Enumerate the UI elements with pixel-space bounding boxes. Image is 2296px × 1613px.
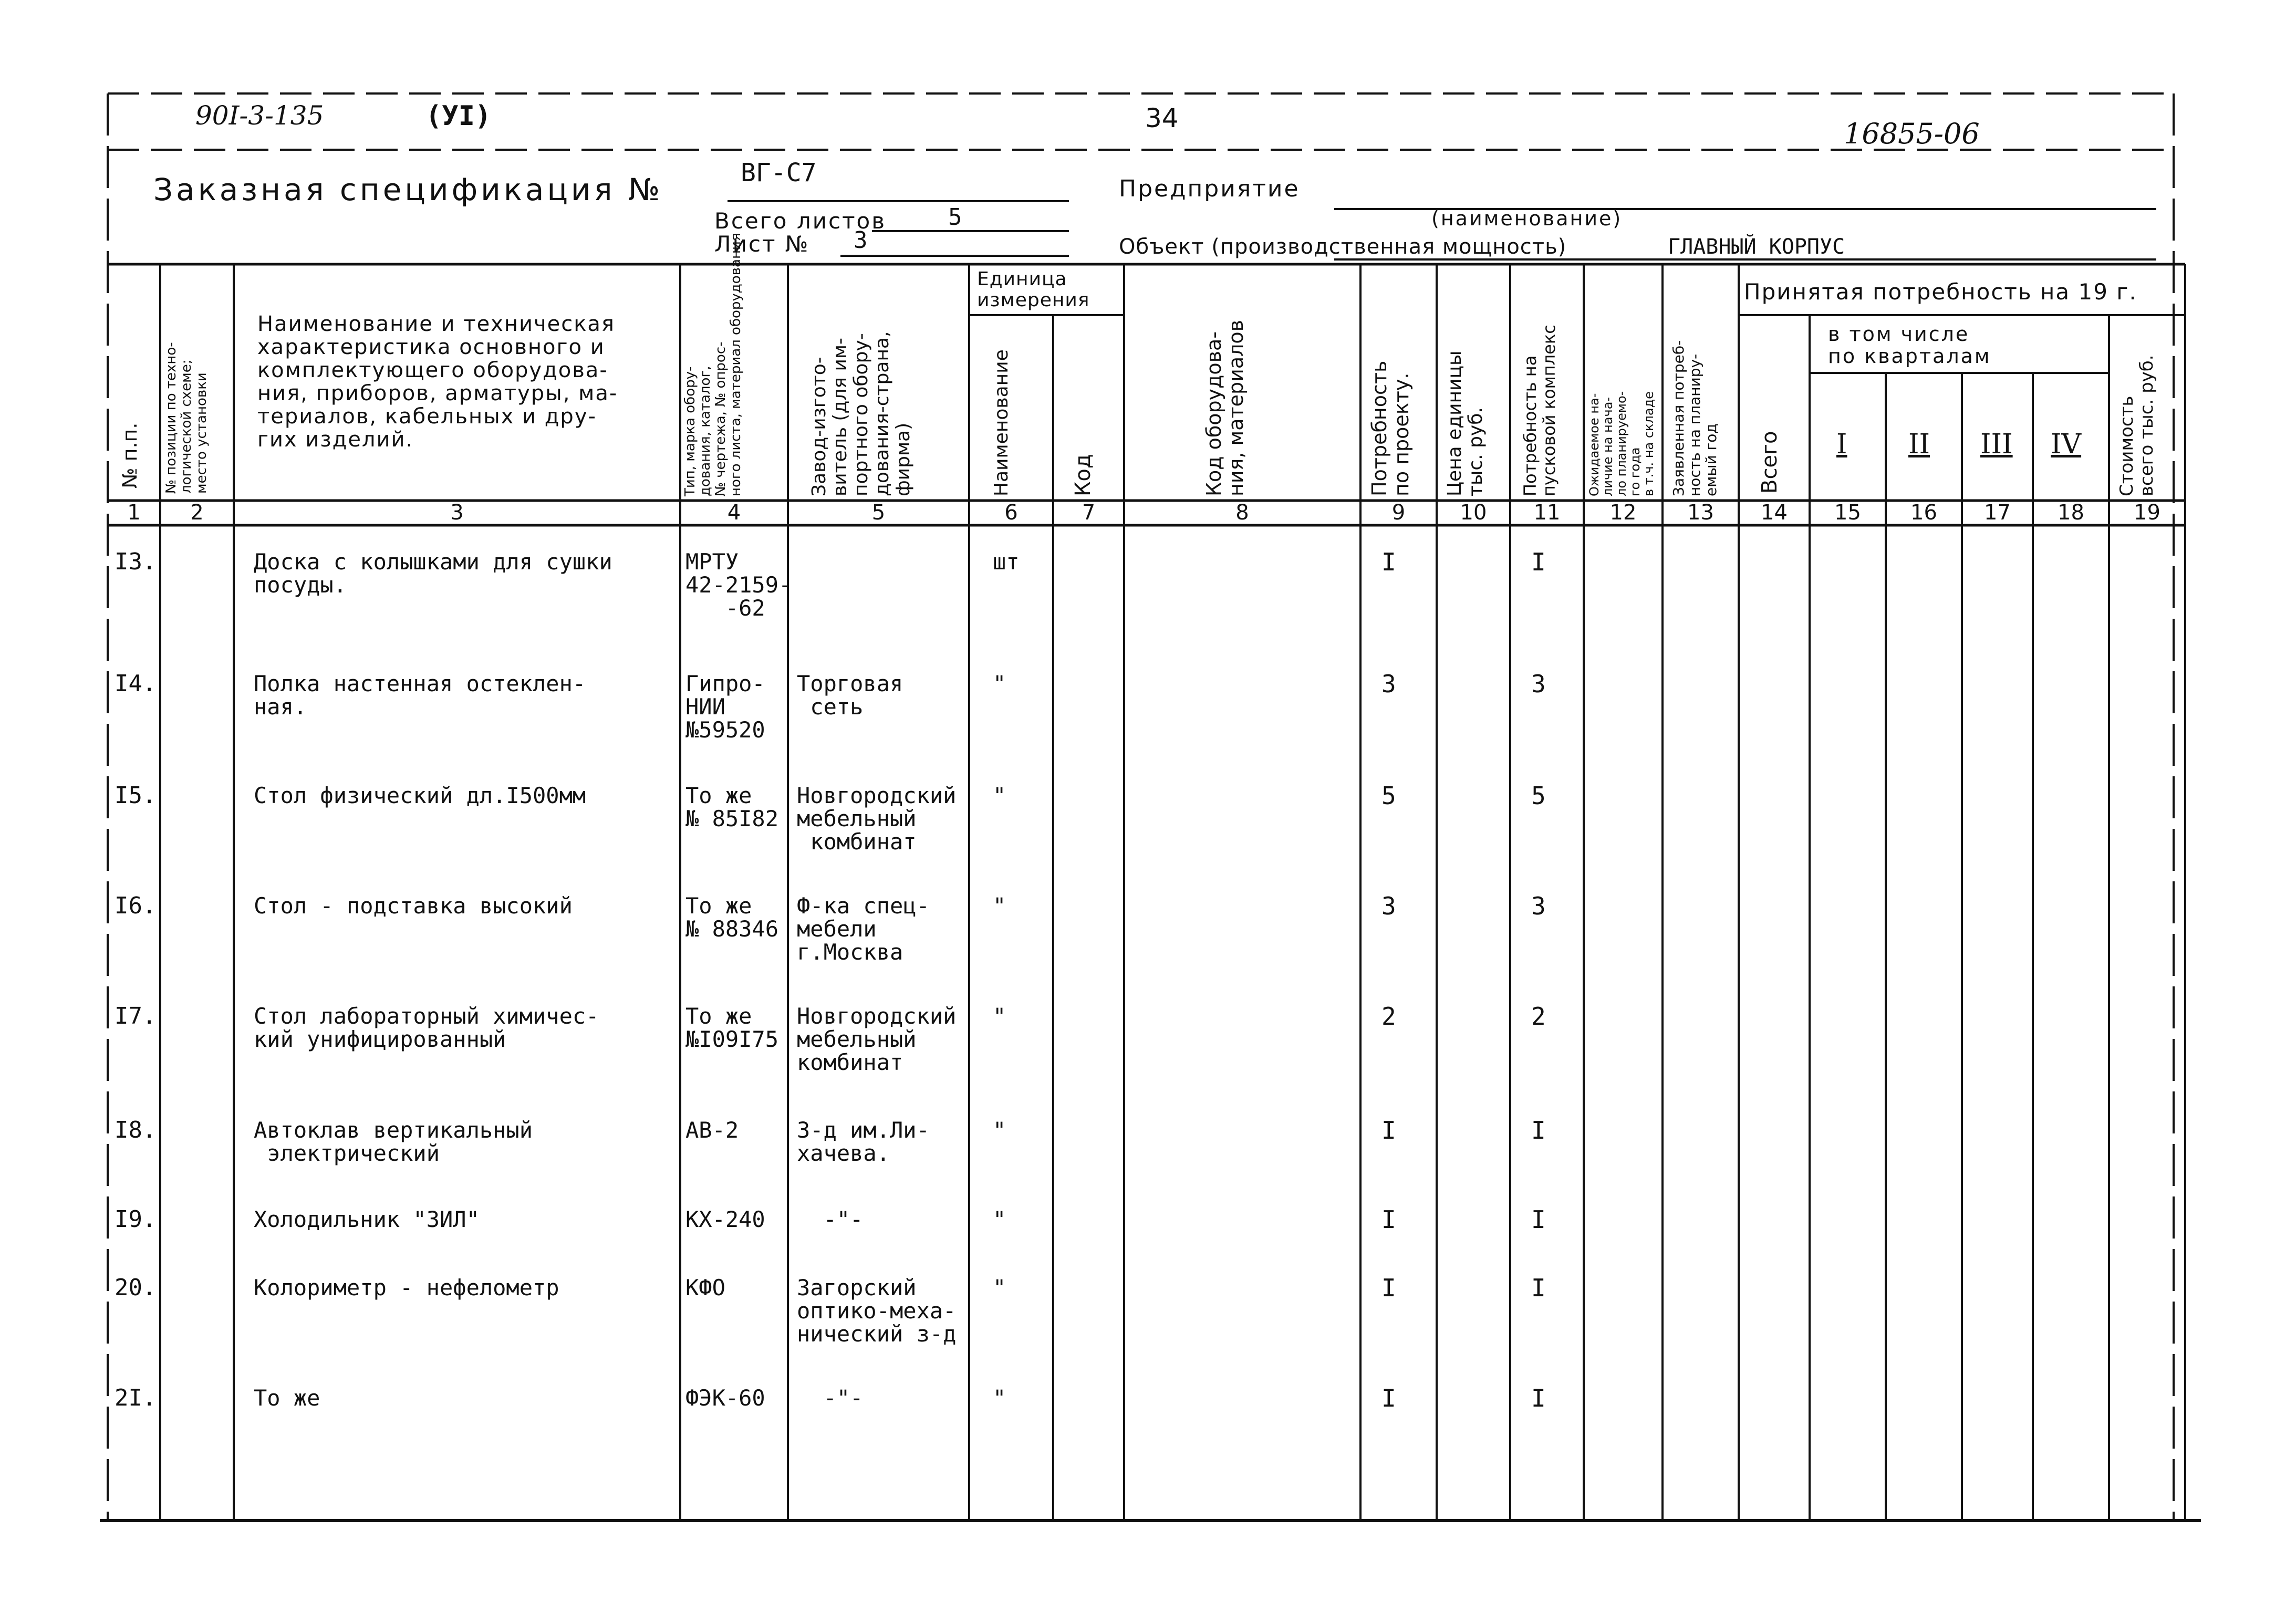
col-header-13: Заявленная потреб- ность на планиру- емый год xyxy=(1670,340,1720,496)
item-unit: " xyxy=(993,1275,1006,1300)
column-number: 7 xyxy=(1082,501,1096,525)
column-number: 14 xyxy=(1761,501,1788,525)
row-number: I3. xyxy=(115,548,157,575)
col-header-1: № п.п. xyxy=(118,422,141,488)
enterprise-label: Предприятие xyxy=(1119,175,1300,202)
col-header-10: Цена единицы тыс. руб. xyxy=(1444,350,1487,496)
object-label: Объект (производственная мощность) xyxy=(1119,235,1567,259)
page-number: 34 xyxy=(1145,103,1179,133)
need-by-project: I xyxy=(1381,1205,1396,1234)
row-number: 2I. xyxy=(115,1385,157,1411)
column-number: 19 xyxy=(2134,501,2160,525)
item-unit: шт xyxy=(993,549,1020,575)
item-maker: З-д им.Ли- хачева. xyxy=(797,1117,930,1166)
sheet-label: Лист № xyxy=(714,231,810,257)
col-header-14: Всего xyxy=(1758,431,1782,494)
column-number: 11 xyxy=(1533,501,1561,525)
need-start-complex: I xyxy=(1531,1274,1546,1302)
col-header-17: III xyxy=(1980,429,2013,460)
need-by-project: 3 xyxy=(1381,892,1396,920)
item-name: То же xyxy=(254,1385,320,1411)
col-header-15: I xyxy=(1836,429,1847,460)
quarters-group: в том числе по кварталам xyxy=(1828,322,1991,368)
need-start-complex: 3 xyxy=(1531,892,1546,920)
item-unit: " xyxy=(993,893,1006,919)
item-name: Стол - подставка высокий xyxy=(254,893,573,919)
sheets-total-label: Всего листов xyxy=(714,208,887,234)
row-number: I7. xyxy=(115,1003,157,1029)
item-maker: -"- xyxy=(797,1206,864,1232)
item-name: Автоклав вертикальный электрический xyxy=(254,1117,533,1166)
column-number: 8 xyxy=(1235,501,1249,525)
item-maker: Новгородский мебельный комбинат xyxy=(797,1003,957,1075)
object-value: ГЛАВНЫЙ КОРПУС xyxy=(1668,235,1845,259)
item-name: Холодильник "ЗИЛ" xyxy=(254,1206,480,1232)
item-type: ФЭК-60 xyxy=(685,1385,765,1411)
item-unit: " xyxy=(993,671,1006,696)
column-number: 15 xyxy=(1834,501,1861,525)
column-number: 17 xyxy=(1984,501,2011,525)
need-start-complex: I xyxy=(1531,548,1546,576)
item-maker: Новгородский мебельный комбинат xyxy=(797,783,957,855)
need-start-complex: 5 xyxy=(1531,782,1546,810)
col-header-4: Тип, марка обору- дования, каталог, № чертежа, № опрос- ного листа, материал оборудования xyxy=(682,233,744,496)
need-by-project: I xyxy=(1381,548,1396,576)
doc-code: 90I-3-135 xyxy=(195,100,324,131)
need-by-project: 3 xyxy=(1381,670,1396,698)
item-unit: " xyxy=(993,1385,1006,1411)
column-number: 9 xyxy=(1391,501,1406,525)
col-header-16: II xyxy=(1908,429,1930,460)
item-maker: Ф-ка спец- мебели г.Москва xyxy=(797,893,930,965)
need-start-complex: I xyxy=(1531,1205,1546,1234)
item-type: КХ-240 xyxy=(685,1206,765,1232)
need-start-complex: 3 xyxy=(1531,670,1546,698)
col-header-3: Наименование и техническая характеристика основного и комплектующего оборудова- ния, приборов, арматуры, ма- териалов, кабельных и дру- гих изделий. xyxy=(257,312,618,452)
page-title: Заказная спецификация № xyxy=(153,172,663,207)
item-unit: " xyxy=(993,1003,1006,1029)
spec-number: ВГ-С7 xyxy=(741,158,817,188)
col-header-12: Ожидаемое на- личие на нача- ло планируемо- го года в т.ч. на складе xyxy=(1587,391,1656,496)
col-header-5: Завод-изгото- витель (для им- портного обору- дования-страна, фирма) xyxy=(808,331,914,496)
column-number: 18 xyxy=(2058,501,2084,525)
item-type: Гипро- НИИ №59520 xyxy=(685,671,765,743)
row-number: I4. xyxy=(115,670,157,697)
column-number: 1 xyxy=(127,501,141,525)
accepted-need-group: Принятая потребность на 19 г. xyxy=(1744,279,2137,305)
row-number: I8. xyxy=(115,1117,157,1143)
col-header-unit-group: Единица измерения xyxy=(977,268,1090,311)
need-by-project: I xyxy=(1381,1274,1396,1302)
col-header-9: Потребность по проекту. xyxy=(1368,360,1413,496)
registration-number: 16855-06 xyxy=(1844,117,1980,150)
column-number: 3 xyxy=(450,501,464,525)
item-name: Доска с колышками для сушки посуды. xyxy=(254,549,612,598)
item-type: То же №I09I75 xyxy=(685,1003,779,1052)
need-by-project: I xyxy=(1381,1384,1396,1412)
item-type: То же № 85I82 xyxy=(685,783,779,831)
need-by-project: I xyxy=(1381,1116,1396,1144)
item-maker: Загорский оптико-меха- нический з-д xyxy=(797,1275,957,1347)
col-header-19: Стоимость всего тыс. руб. xyxy=(2116,355,2157,496)
item-maker: Торговая сеть xyxy=(797,671,903,720)
need-by-project: 2 xyxy=(1381,1002,1396,1031)
item-name: Колориметр - нефелометр xyxy=(254,1275,559,1300)
column-number: 12 xyxy=(1609,501,1637,525)
sheet-number: 3 xyxy=(854,227,868,254)
row-number: I6. xyxy=(115,892,157,919)
column-number: 2 xyxy=(190,501,204,525)
col-header-6: Наименование xyxy=(991,349,1012,496)
col-header-8: Код оборудова- ния, материалов xyxy=(1202,319,1248,496)
column-number: 4 xyxy=(727,501,741,525)
item-type: КФО xyxy=(685,1275,725,1300)
need-start-complex: 2 xyxy=(1531,1002,1546,1031)
row-number: I9. xyxy=(115,1206,157,1233)
col-header-7: Код xyxy=(1071,454,1095,496)
item-unit: " xyxy=(993,1206,1006,1232)
item-name: Стол физический дл.I500мм xyxy=(254,783,586,808)
col-header-18: IV xyxy=(2051,429,2082,460)
item-type: То же № 88346 xyxy=(685,893,779,942)
col-header-2: № позиции по техно- логической схеме; место установки xyxy=(163,342,210,494)
column-number: 5 xyxy=(871,501,886,525)
item-name: Стол лабораторный химичес- кий унифицированный xyxy=(254,1003,599,1052)
row-number: 20. xyxy=(115,1274,157,1301)
column-number: 13 xyxy=(1687,501,1714,525)
item-unit: " xyxy=(993,783,1006,808)
item-maker: -"- xyxy=(797,1385,864,1411)
item-type: АВ-2 xyxy=(685,1117,739,1143)
need-start-complex: I xyxy=(1531,1384,1546,1412)
column-number: 6 xyxy=(1004,501,1018,525)
item-type: МРТУ 42-2159- -62 xyxy=(685,549,792,621)
item-unit: " xyxy=(993,1117,1006,1143)
need-start-complex: I xyxy=(1531,1116,1546,1144)
col-header-11: Потребность на пусковой комплекс xyxy=(1520,325,1559,496)
column-number: 16 xyxy=(1910,501,1937,525)
row-number: I5. xyxy=(115,782,157,809)
part-label: (УI) xyxy=(425,100,492,132)
need-by-project: 5 xyxy=(1381,782,1396,810)
column-number: 10 xyxy=(1460,501,1487,525)
item-name: Полка настенная остеклен- ная. xyxy=(254,671,586,720)
sheets-total: 5 xyxy=(948,204,962,231)
name-caption: (наименование) xyxy=(1431,207,1623,230)
